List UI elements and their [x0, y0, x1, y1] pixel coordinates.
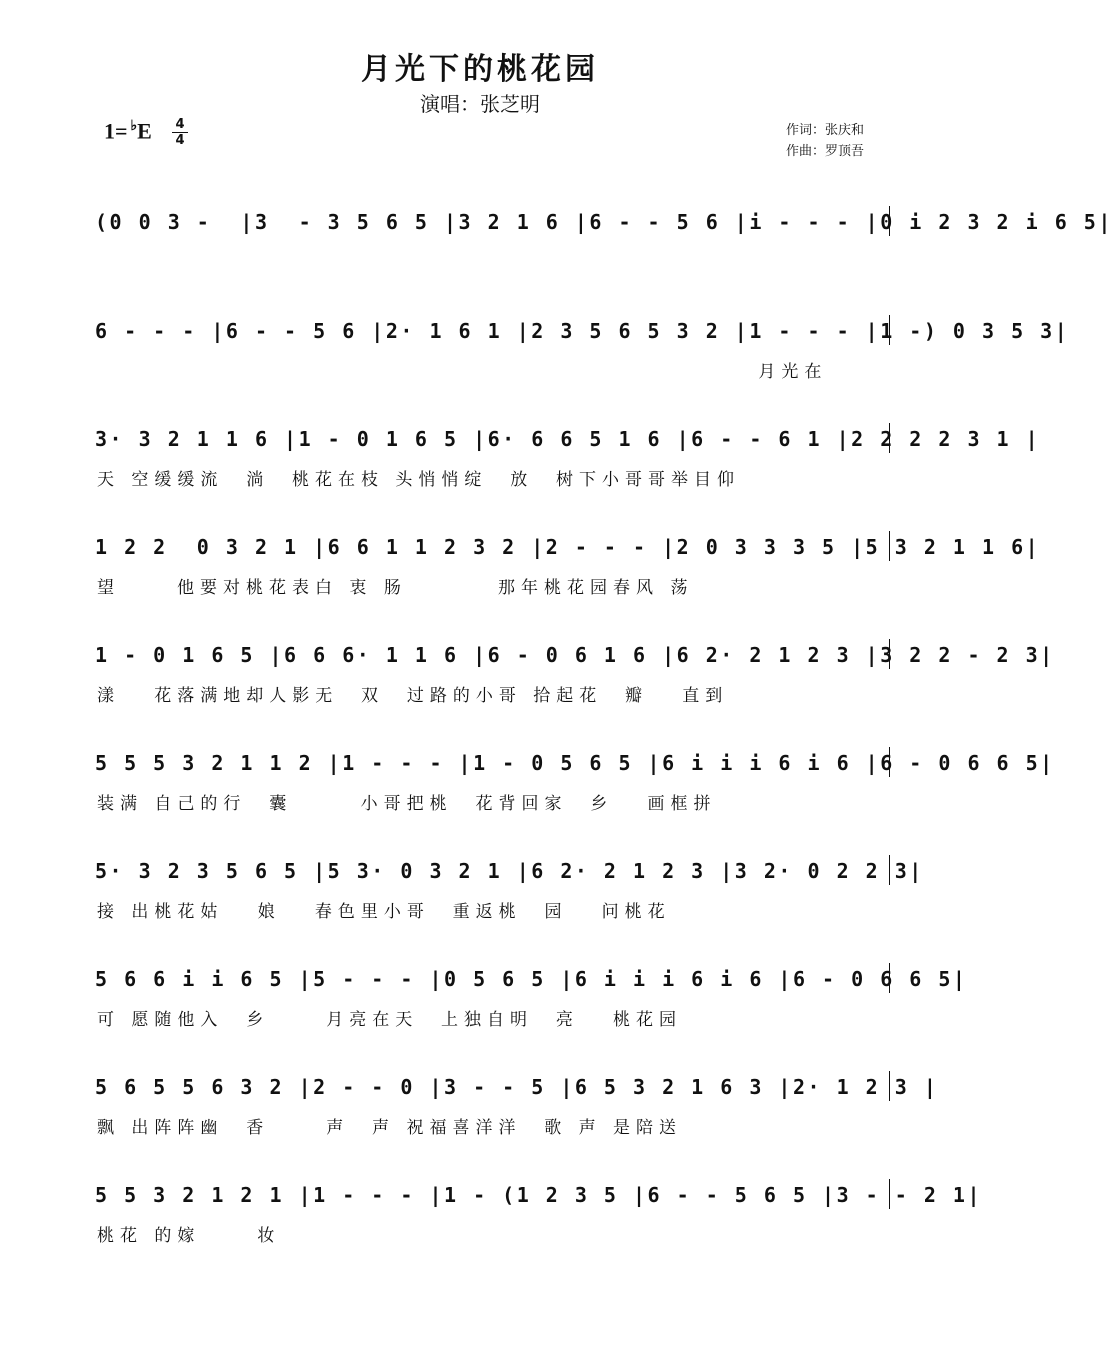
time-signature	[172, 118, 188, 147]
key-note: E	[137, 118, 152, 144]
end-barline	[889, 855, 890, 885]
end-barline	[889, 963, 890, 993]
lyrics-line: 装满 自己的行 囊 小哥把桃 花背回家 乡 画框拼	[97, 794, 717, 814]
notes-line: 3· 3 2 1 1 6 |1 - 0 1 6 5 |6· 6 6 5 1 6 |6 - - 6 1 |2 2 2 2 3 1 |	[95, 427, 1041, 451]
singer-credit: 演唱：张芝明	[420, 92, 540, 116]
notes-line: 5· 3 2 3 5 6 5 |5 3· 0 3 2 1 |6 2· 2 1 2 3 |3 2· 0 2 2 3|	[95, 859, 924, 883]
end-barline	[889, 423, 890, 453]
key-signature	[104, 118, 152, 144]
end-barline	[889, 639, 890, 669]
time-bottom: 4	[175, 133, 185, 148]
lyrics-line: 漾 花落满地却人影无 双 过路的小哥 拾起花 瓣 直到	[97, 686, 729, 706]
time-top: 4	[175, 117, 185, 132]
song-title: 月光下的桃花园	[361, 52, 599, 87]
end-barline	[889, 1179, 890, 1209]
notes-line: 5 5 5 3 2 1 1 2 |1 - - - |1 - 0 5 6 5 |6 i i i 6 i 6 |6 - 0 6 6 5|	[95, 751, 1055, 775]
end-barline	[889, 1071, 890, 1101]
end-barline	[889, 531, 890, 561]
lyrics-line: 飘 出阵阵幽 香 声 声 祝福喜洋洋 歌 声 是陪送	[97, 1118, 683, 1138]
credits	[786, 120, 864, 162]
lyrics-line: 接 出桃花姑 娘 春色里小哥 重返桃 园 问桃花	[97, 902, 671, 922]
lyrics-line: 可 愿随他入 乡 月亮在天 上独自明 亮 桃花园	[97, 1010, 683, 1030]
notes-line: 5 6 5 5 6 3 2 |2 - - 0 |3 - - 5 |6 5 3 2 1 6 3 |2· 1 2 3 |	[95, 1075, 939, 1099]
notes-line: 5 6 6 i i 6 5 |5 - - - |0 5 6 5 |6 i i i 6 i 6 |6 - 0 6 6 5|	[95, 967, 968, 991]
lyrics-line: 天 空缓缓流 淌 桃花在枝 头悄悄绽 放 树下小哥哥举目仰	[97, 470, 741, 490]
end-barline	[889, 315, 890, 345]
notes-line: 5 5 3 2 1 2 1 |1 - - - |1 - (1 2 3 5 |6 - - 5 6 5 |3 - - 2 1|	[95, 1183, 983, 1207]
lyricist-credit: 作词：张庆和	[786, 123, 865, 138]
key-prefix: 1=	[104, 118, 128, 144]
end-barline	[889, 206, 890, 236]
notes-line: 1 2 2 0 3 2 1 |6 6 1 1 2 3 2 |2 - - - |2 0 3 3 3 5 |5 3 2 1 1 6|	[95, 535, 1041, 559]
composer-credit: 作曲：罗顶吾	[786, 144, 865, 159]
flat-icon: ♭	[130, 119, 138, 134]
end-barline	[889, 747, 890, 777]
lyrics-line: 月光在	[97, 362, 828, 382]
notes-line: 6 - - - |6 - - 5 6 |2· 1 6 1 |2 3 5 6 5 3 2 |1 - - - |1 -) 0 3 5 3|	[95, 319, 1070, 343]
notes-line: (0 0 3 - |3 - 3 5 6 5 |3 2 1 6 |6 - - 5 6 |i - - - |0 i 2 3 2 i 6 5|	[95, 210, 1113, 234]
notes-line: 1 - 0 1 6 5 |6 6 6· 1 1 6 |6 - 0 6 1 6 |6 2· 2 1 2 3 |3 2 2 - 2 3|	[95, 643, 1055, 667]
lyrics-line: 桃花 的嫁 妆	[97, 1226, 281, 1246]
lyrics-line: 望 他要对桃花表白 衷 肠 那年桃花园春风 荡	[97, 578, 694, 598]
